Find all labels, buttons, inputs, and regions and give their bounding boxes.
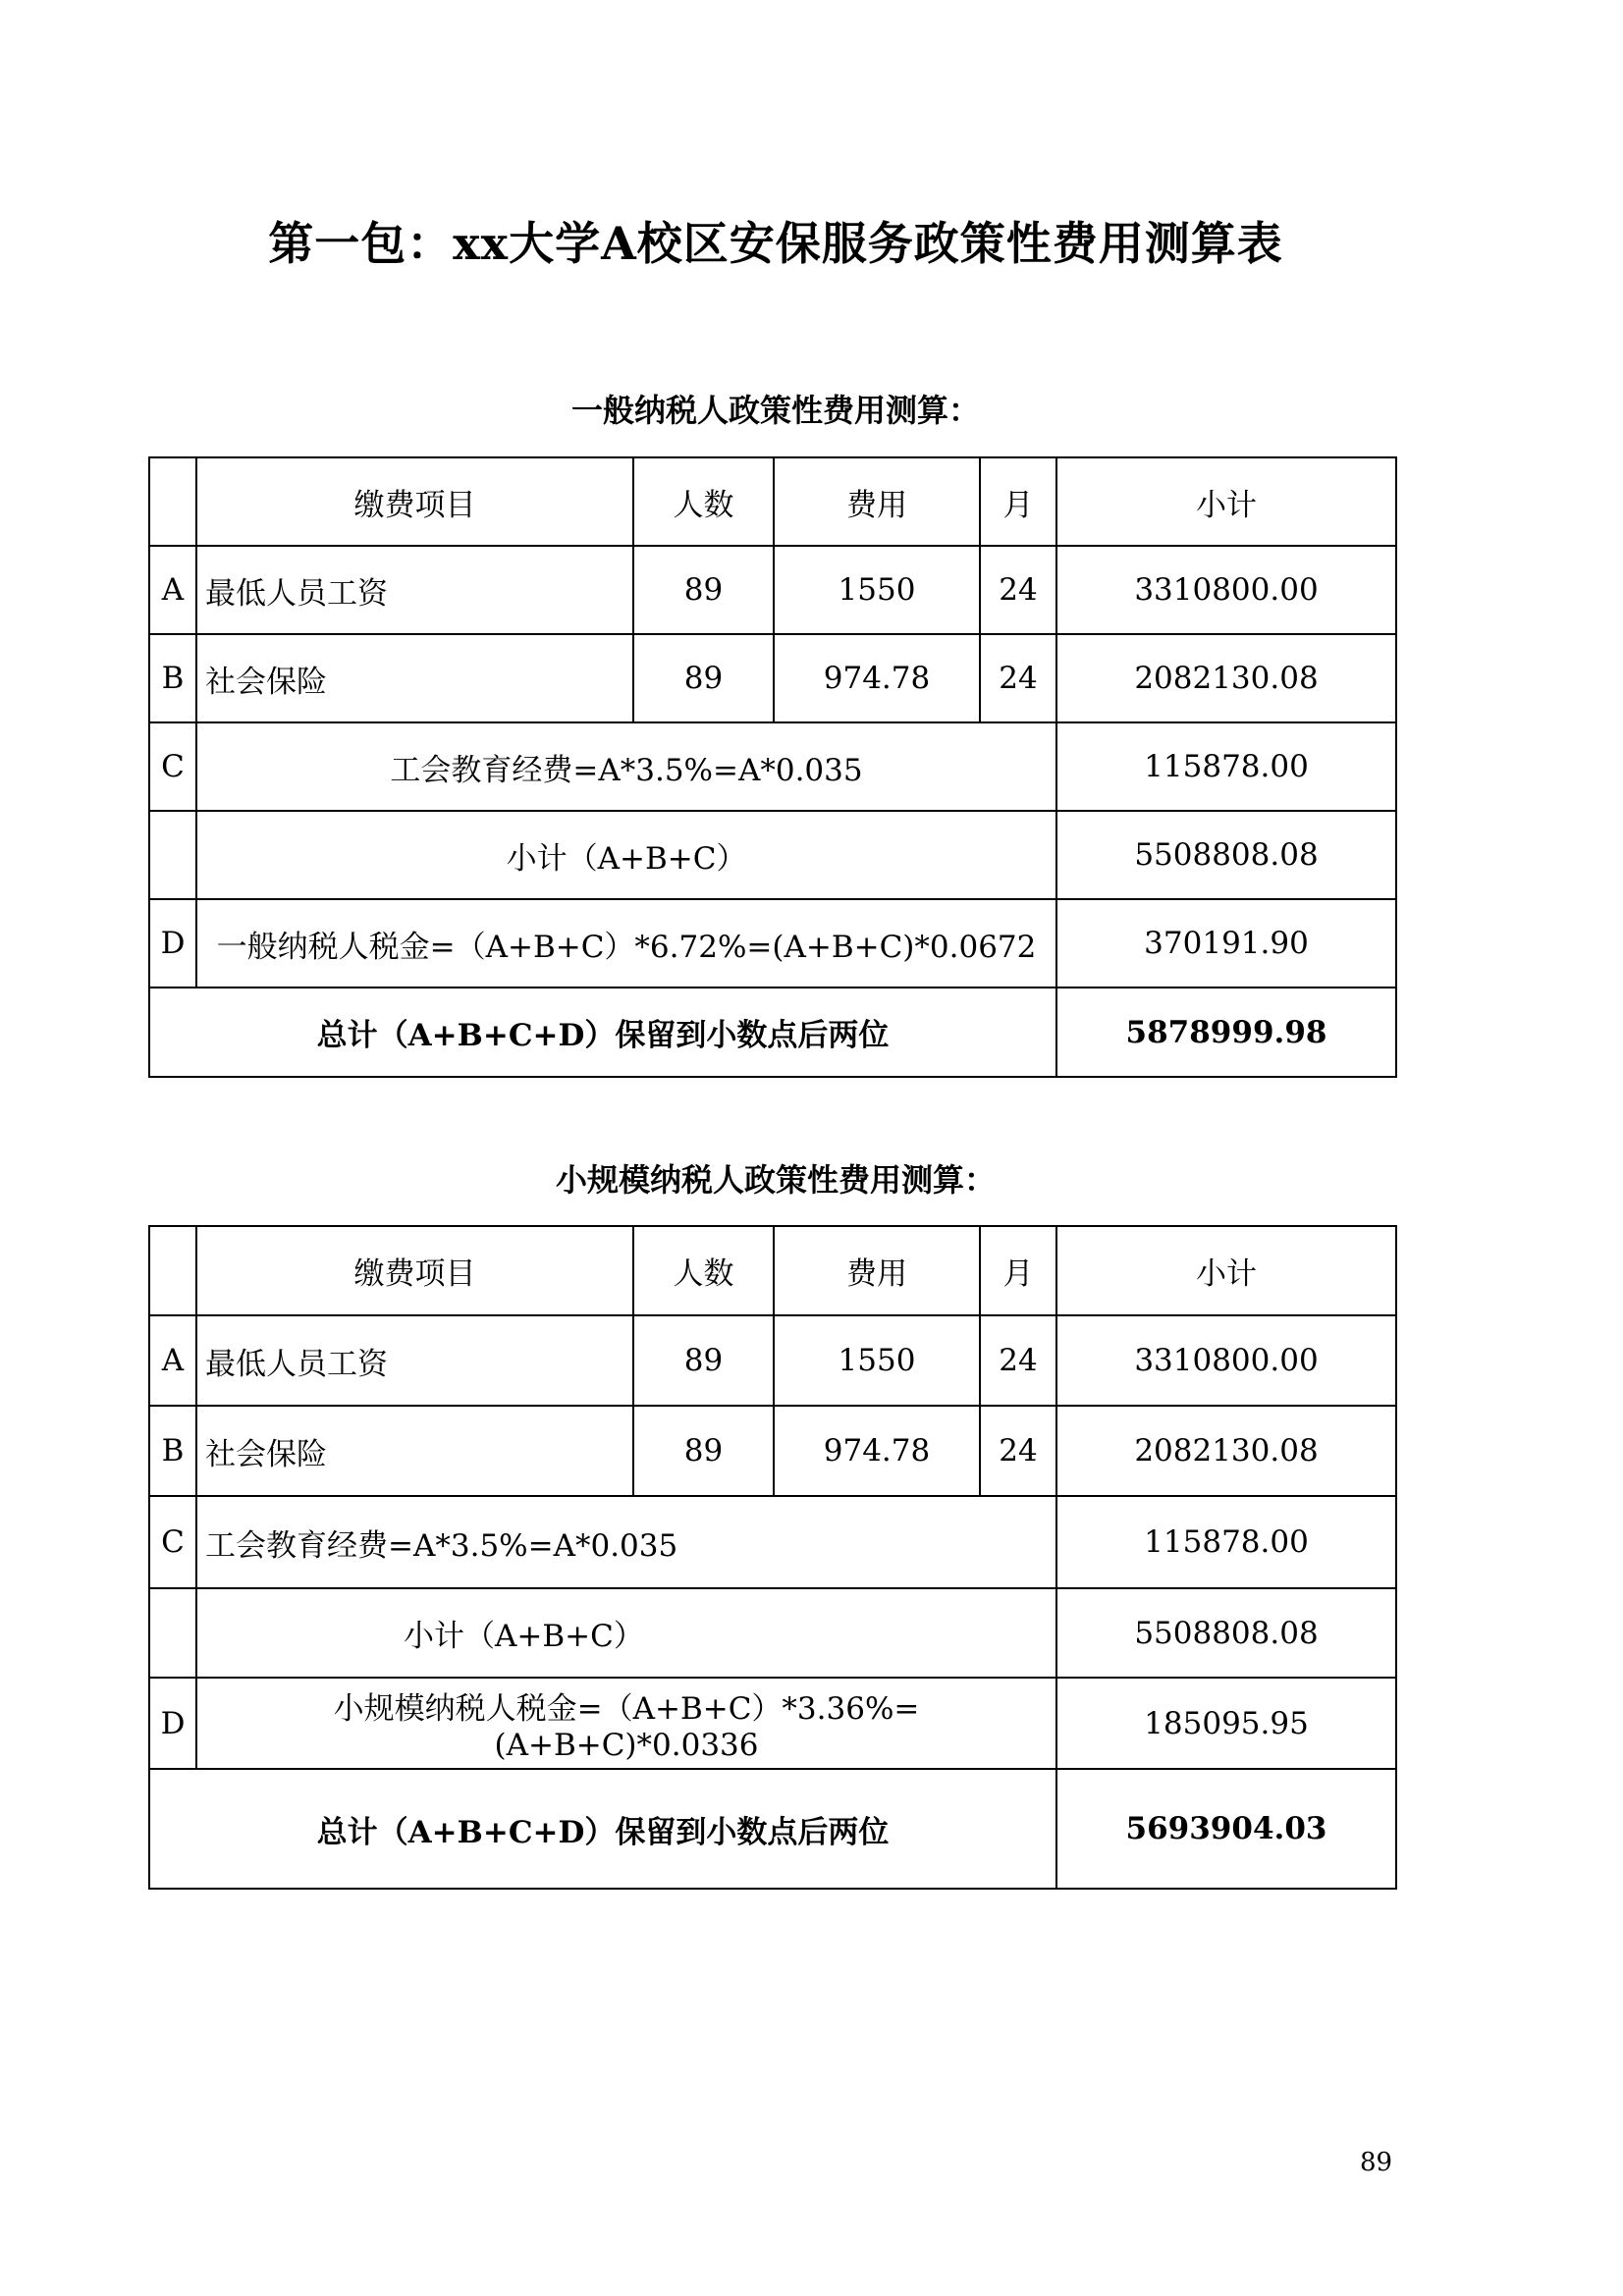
row-months: 24 <box>980 1315 1056 1406</box>
row-fee: 974.78 <box>774 1406 980 1496</box>
row-code: B <box>149 634 196 722</box>
header-subtotal: 小计 <box>1056 457 1396 546</box>
table-row-total <box>149 1769 1396 1889</box>
row-subtotal: 5508808.08 <box>1056 1588 1396 1678</box>
row-item: 小计（A+B+C） <box>196 1588 1056 1678</box>
row-fee: 1550 <box>774 546 980 634</box>
table-row <box>149 899 1396 988</box>
row-item: 工会教育经费=A*3.5%=A*0.035 <box>196 1496 1056 1588</box>
row-fee: 1550 <box>774 1315 980 1406</box>
row-subtotal: 5508808.08 <box>1056 811 1396 899</box>
row-subtotal: 185095.95 <box>1056 1678 1396 1769</box>
row-code: D <box>149 899 196 988</box>
row-item: 小计（A+B+C） <box>196 811 1056 899</box>
header-code <box>149 457 196 546</box>
row-count: 89 <box>633 546 774 634</box>
header-fee: 费用 <box>774 1226 980 1315</box>
general-taxpayer-title: 一般纳税人政策性费用测算： <box>570 392 980 429</box>
table-row <box>149 1315 1396 1406</box>
table-row-subtotal <box>149 811 1396 899</box>
row-item: 社会保险 <box>196 634 633 722</box>
row-subtotal: 115878.00 <box>1056 1496 1396 1588</box>
row-code: B <box>149 1406 196 1496</box>
header-item: 缴费项目 <box>196 457 633 546</box>
total-value: 5693904.03 <box>1056 1769 1396 1889</box>
row-code <box>149 1588 196 1678</box>
header-months: 月 <box>980 457 1056 546</box>
row-months: 24 <box>980 546 1056 634</box>
table-header-row <box>149 1226 1396 1315</box>
table-row <box>149 634 1396 722</box>
total-value: 5878999.98 <box>1056 988 1396 1077</box>
row-item: 工会教育经费=A*3.5%=A*0.035 <box>196 722 1056 811</box>
row-code: C <box>149 722 196 811</box>
table-row-subtotal <box>149 1588 1396 1678</box>
header-item: 缴费项目 <box>196 1226 633 1315</box>
header-count: 人数 <box>633 457 774 546</box>
row-count: 89 <box>633 1406 774 1496</box>
row-code: A <box>149 546 196 634</box>
row-code: D <box>149 1678 196 1769</box>
row-item: 社会保险 <box>196 1406 633 1496</box>
table-row <box>149 1406 1396 1496</box>
header-months: 月 <box>980 1226 1056 1315</box>
total-label: 总计（A+B+C+D）保留到小数点后两位 <box>149 1769 1056 1889</box>
small-taxpayer-table <box>148 1225 1397 1890</box>
header-fee: 费用 <box>774 457 980 546</box>
row-months: 24 <box>980 1406 1056 1496</box>
row-count: 89 <box>633 634 774 722</box>
table-header-row <box>149 457 1396 546</box>
row-subtotal: 370191.90 <box>1056 899 1396 988</box>
table-row-total <box>149 988 1396 1077</box>
row-fee: 974.78 <box>774 634 980 722</box>
row-subtotal: 2082130.08 <box>1056 634 1396 722</box>
row-item: 一般纳税人税金=（A+B+C）*6.72%=(A+B+C)*0.0672 <box>196 899 1056 988</box>
table-row <box>149 1496 1396 1588</box>
row-count: 89 <box>633 1315 774 1406</box>
row-code <box>149 811 196 899</box>
header-count: 人数 <box>633 1226 774 1315</box>
table-row <box>149 1678 1396 1769</box>
row-code: A <box>149 1315 196 1406</box>
general-taxpayer-table <box>148 456 1397 1078</box>
total-label: 总计（A+B+C+D）保留到小数点后两位 <box>149 988 1056 1077</box>
page-number: 89 <box>1360 2148 1393 2177</box>
row-code: C <box>149 1496 196 1588</box>
row-item: 最低人员工资 <box>196 546 633 634</box>
small-taxpayer-title: 小规模纳税人政策性费用测算： <box>555 1161 996 1199</box>
page-title: 第一包：xx大学A校区安保服务政策性费用测算表 <box>268 217 1283 270</box>
header-subtotal: 小计 <box>1056 1226 1396 1315</box>
row-subtotal: 115878.00 <box>1056 722 1396 811</box>
row-subtotal: 3310800.00 <box>1056 546 1396 634</box>
header-code <box>149 1226 196 1315</box>
row-subtotal: 2082130.08 <box>1056 1406 1396 1496</box>
row-item: 最低人员工资 <box>196 1315 633 1406</box>
row-months: 24 <box>980 634 1056 722</box>
table-row <box>149 722 1396 811</box>
table-row <box>149 546 1396 634</box>
row-subtotal: 3310800.00 <box>1056 1315 1396 1406</box>
row-item: 小规模纳税人税金=（A+B+C）*3.36%=(A+B+C)*0.0336 <box>196 1678 1056 1769</box>
